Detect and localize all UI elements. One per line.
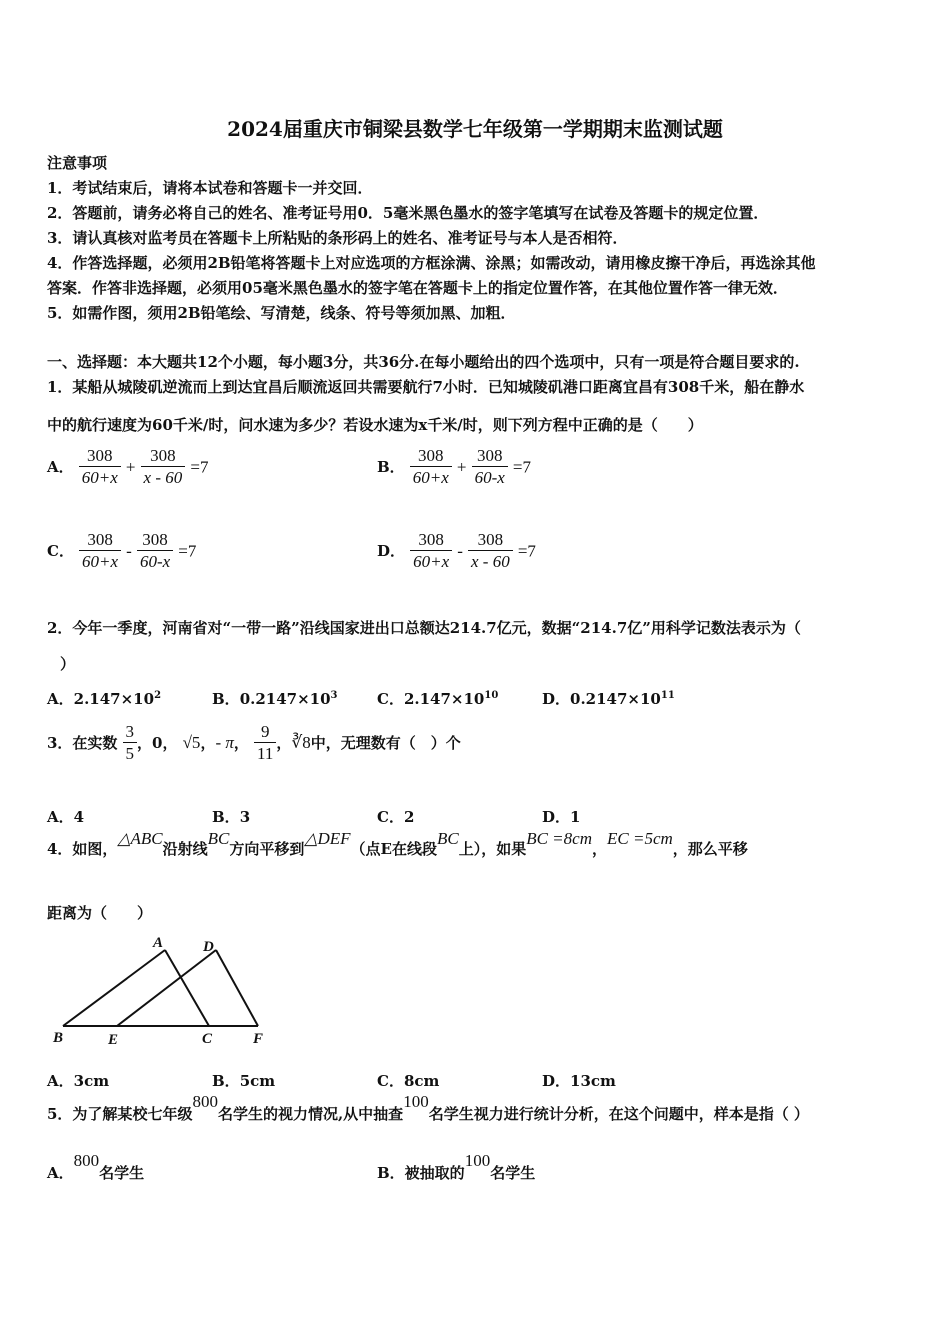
operator: +: [125, 457, 136, 477]
q1-option-d[interactable]: [377, 530, 536, 573]
fraction: $\frac{308}{x - 60}$: [141, 446, 186, 489]
notice-item: 答案．作答非选择题，必须用05毫米黑色墨水的签字笔在答题卡上的指定位置作答，在其他位置作答一律无效．: [47, 279, 788, 297]
q3-option-b[interactable]: B．3: [212, 808, 251, 826]
notice-item: 1．考试结束后，请将本试卷和答题卡一并交回．: [47, 179, 373, 197]
question-2-text: 2．今年一季度，河南省对“一带一路”沿线国家进出口总额达214.7亿元，数据“214.7亿”用科学记数法表示为（: [47, 619, 801, 637]
question-1-text: 中的航行速度为60千米/时，问水速为多少？若设水速为x千米/时，则下列方程中正确的是（ ）: [47, 416, 703, 434]
neg-pi: - π: [215, 733, 234, 752]
equals-rhs: =7: [178, 541, 197, 561]
notice-item: 5．如需作图，须用2B铅笔绘、写清楚，线条、符号等须加黑、加粗．: [47, 304, 516, 322]
notice-heading: 注意事项: [47, 154, 108, 172]
q5-option-b[interactable]: B．被抽取的100名学生: [377, 1151, 536, 1182]
q3-option-a[interactable]: A．4: [47, 808, 85, 826]
question-2-text: ）: [60, 655, 76, 673]
question-4-text: 4．如图，△ABC沿射线BC方向平移到△DEF（点E在线段BC上），如果BC =8cm，EC =5cm，那么平移: [47, 829, 748, 858]
notice-item: 2．答题前，请务必将自己的姓名、准考证号用0．5毫米黑色墨水的签字笔填写在试卷及答题卡的规定位置．: [47, 204, 769, 222]
operator: -: [457, 541, 463, 561]
q3-option-d[interactable]: D．1: [542, 808, 581, 826]
side-df: [216, 950, 258, 1026]
q4-option-a[interactable]: A．3cm: [47, 1072, 110, 1090]
q4-option-b[interactable]: B．5cm: [212, 1072, 276, 1090]
label-b: B: [53, 1030, 64, 1046]
q4-option-c[interactable]: C．8cm: [377, 1072, 440, 1090]
q1-option-b[interactable]: [377, 446, 531, 489]
notice-item: 3．请认真核对监考员在答题卡上所粘贴的条形码上的姓名、准考证号与本人是否相符．: [47, 229, 628, 247]
option-label: D．: [377, 542, 406, 560]
q2-option-a[interactable]: A．$2.147\times 10^2$: [47, 690, 162, 708]
page-title: 2024届重庆市铜梁县数学七年级第一学期期末监测试题: [227, 117, 723, 141]
fraction: $\frac{308}{60+x}$: [79, 446, 121, 489]
q5-option-a[interactable]: A．800名学生: [47, 1151, 145, 1182]
q1-option-c[interactable]: [47, 530, 196, 573]
section-heading: 一、选择题：本大题共12个小题，每小题3分，共36分.在每小题给出的四个选项中，只有一项是符合题目要求的.: [47, 353, 800, 371]
label-e: E: [108, 1032, 119, 1048]
question-3-text: 3．在实数 $\frac{3}{5}$ ，0， √5，- π， $\frac{9}{11}$ ，∛8中，无理数有（ ）个: [47, 722, 461, 763]
operator: +: [456, 457, 467, 477]
equals-rhs: =7: [190, 457, 209, 477]
option-label: C．: [47, 542, 74, 560]
fraction: $\frac{308}{60+x}$: [79, 530, 121, 573]
fraction: $\frac{3}{5}$: [123, 722, 138, 765]
q2-option-d[interactable]: D．$0.2147\times 10^{11}$: [542, 690, 675, 708]
fraction: $\frac{308}{x - 60}$: [468, 530, 513, 573]
option-label: A．: [47, 458, 74, 476]
label-d: D: [203, 939, 214, 955]
operator: -: [126, 541, 132, 561]
q2-option-b[interactable]: B．$0.2147\times 10^3$: [212, 690, 338, 708]
question-1-text: 1．某船从城陵矶逆流而上到达宜昌后顺流返回共需要航行7小时．已知城陵矶港口距离宜昌有308千米，船在静水: [47, 378, 805, 396]
sqrt-5: √5: [182, 733, 201, 752]
label-f: F: [253, 1031, 264, 1047]
fraction: $\frac{308}{60+x}$: [410, 446, 452, 489]
notice-item: 4．作答选择题，必须用2B铅笔将答题卡上对应选项的方框涂满、涂黑；如需改动，请用橡皮擦干净后，再选涂其他: [47, 254, 816, 272]
equals-rhs: =7: [517, 541, 536, 561]
fraction: $\frac{9}{11}$: [254, 722, 276, 765]
q1-option-a[interactable]: [47, 446, 208, 489]
label-c: C: [202, 1031, 213, 1047]
q3-option-c[interactable]: C．2: [377, 808, 415, 826]
side-ed: [117, 950, 216, 1026]
question-4-text: 距离为（ ）: [47, 904, 153, 922]
label-a: A: [153, 935, 164, 951]
cube-root-8: ∛8: [291, 733, 311, 752]
fraction: $\frac{308}{60-x}$: [137, 530, 173, 573]
fraction: $\frac{308}{60+x}$: [410, 530, 452, 573]
question-5-text: 5．为了解某校七年级800名学生的视力情况,从中抽查100名学生视力进行统计分析，在这个问题中，样本是指（ ）: [47, 1092, 809, 1123]
q2-option-c[interactable]: C．$2.147\times 10^{10}$: [377, 690, 499, 708]
triangle-translation-figure: [50, 932, 280, 1052]
side-ba: [63, 950, 165, 1026]
option-label: B．: [377, 458, 405, 476]
equals-rhs: =7: [512, 457, 531, 477]
q4-option-d[interactable]: D．13cm: [542, 1072, 616, 1090]
fraction: $\frac{308}{60-x}$: [472, 446, 508, 489]
